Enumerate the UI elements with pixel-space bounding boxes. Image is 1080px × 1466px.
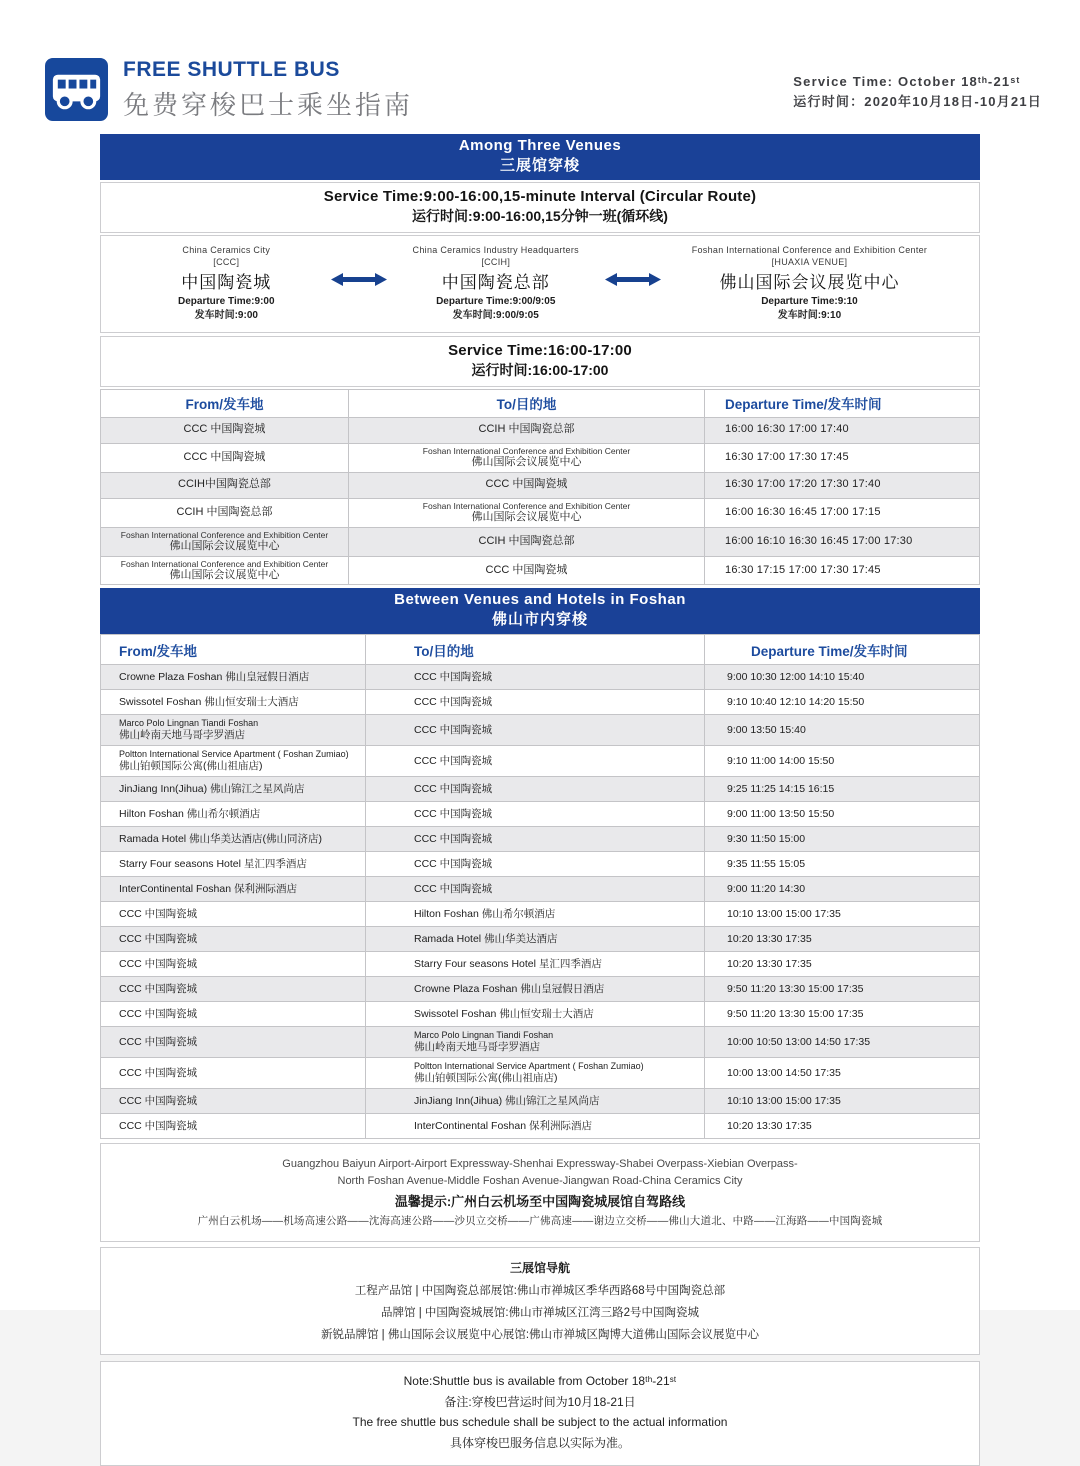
cell-text: 佛山铂顿国际公寓(佛山祖庙店) <box>414 1072 558 1084</box>
to-cell <box>365 852 704 876</box>
venue-departure-en: Departure Time:9:10 <box>761 295 858 307</box>
to-cell <box>365 952 704 976</box>
to-cell <box>348 473 704 498</box>
venue-departure-en: Departure Time:9:00/9:05 <box>436 295 556 307</box>
departure-times-cell <box>704 444 979 472</box>
service-time-late-zh: 运行时间:16:00-17:00 <box>471 361 609 378</box>
table-row <box>101 689 979 714</box>
column-header-from: From/发车地 <box>119 643 198 659</box>
from-cell <box>101 528 348 556</box>
venue-name-zh: 佛山国际会议展览中心 <box>719 272 900 292</box>
to-cell <box>365 746 704 776</box>
cell-text: Ramada Hotel 佛山华美达酒店 <box>414 932 558 945</box>
from-cell <box>101 1058 365 1088</box>
cell-text: 佛山国际会议展览中心 <box>471 510 582 523</box>
cell-text: Hilton Foshan 佛山希尔顿酒店 <box>414 907 556 920</box>
cell-text: Ramada Hotel 佛山华美达酒店(佛山同济店) <box>119 832 323 845</box>
service-time-circular-en: Service Time:9:00-16:00,15-minute Interval (Circular Route) <box>323 188 757 205</box>
departure-times-cell <box>704 1027 979 1057</box>
cell-text: CCC 中国陶瓷城 <box>119 1035 198 1048</box>
cell-text: Starry Four seasons Hotel 星汇四季酒店 <box>414 957 602 970</box>
departure-times-cell <box>704 927 979 951</box>
cell-text: 9:35 11:55 15:05 <box>727 857 806 870</box>
note-line: Note:Shuttle bus is available from October 18ᵗʰ-21ˢᵗ <box>403 1374 677 1389</box>
cell-text: CCC 中国陶瓷城 <box>183 423 266 436</box>
to-cell <box>348 528 704 556</box>
cell-text: CCC 中国陶瓷城 <box>485 563 568 576</box>
cell-text: 佛山国际会议展览中心 <box>471 455 582 468</box>
banner-title-zh: 佛山市内穿梭 <box>491 611 588 629</box>
departure-times-cell <box>704 852 979 876</box>
venue-name-zh: 中国陶瓷总部 <box>441 272 550 292</box>
to-cell <box>365 665 704 689</box>
from-cell <box>101 746 365 776</box>
cell-text: 10:00 10:50 13:00 14:50 17:35 <box>727 1035 871 1048</box>
from-cell <box>101 977 365 1001</box>
cell-text: 16:00 16:30 16:45 17:00 17:15 <box>725 505 881 518</box>
cell-text: 9:10 10:40 12:10 14:20 15:50 <box>727 695 865 708</box>
from-cell <box>101 1089 365 1113</box>
note-line: 备注:穿梭巴营运时间为10月18-21日 <box>444 1395 636 1410</box>
departure-times-cell <box>704 1002 979 1026</box>
venues-diagram <box>100 235 980 333</box>
cell-text: 9:30 11:50 15:00 <box>727 832 806 845</box>
hotel-shuttle-table <box>100 634 980 1139</box>
table-row <box>101 801 979 826</box>
departure-times-cell <box>704 1089 979 1113</box>
departure-times-cell <box>704 827 979 851</box>
venue-code: [CCIH] <box>481 256 511 267</box>
cell-text: 9:00 13:50 15:40 <box>727 723 806 736</box>
page-title-zh: 免费穿梭巴士乘坐指南 <box>123 90 414 120</box>
from-cell <box>101 715 365 745</box>
venue-name-en: Foshan International Conference and Exhibition Center <box>691 245 928 255</box>
cell-text: CCC 中国陶瓷城 <box>414 807 493 820</box>
route-zh: 广州白云机场——机场高速公路——沈海高速公路——沙贝立交桥——广佛高速——谢边立交桥——佛山大道北、中路——江海路——中国陶瓷城 <box>197 1215 883 1228</box>
route-en-line1: Guangzhou Baiyun Airport-Airport Expressway-Shenhai Expressway-Shabei Overpass-Xiebian Overpass- <box>282 1158 798 1171</box>
service-dates <box>793 58 1042 112</box>
cell-text: CCC 中国陶瓷城 <box>414 782 493 795</box>
table-row <box>101 826 979 851</box>
route-en-line2: North Foshan Avenue-Middle Foshan Avenue-Jiangwan Road-China Ceramics City <box>337 1175 743 1188</box>
venue-navigation-line: 品牌馆 | 中国陶瓷城展馆:佛山市禅城区江湾三路2号中国陶瓷城 <box>381 1307 699 1320</box>
venue-departure-en: Departure Time:9:00 <box>178 295 275 307</box>
table-row <box>101 556 979 585</box>
cell-text: 10:10 13:00 15:00 17:35 <box>727 1094 841 1107</box>
cell-text: JinJiang Inn(Jihua) 佛山锦江之星风尚店 <box>119 782 305 795</box>
cell-text: Swissotel Foshan 佛山恒安瑞士大酒店 <box>414 1007 594 1020</box>
departure-times-cell <box>704 690 979 714</box>
bottom-note <box>100 1361 980 1466</box>
from-cell <box>101 852 365 876</box>
table-row <box>101 472 979 498</box>
cell-text: 10:10 13:00 15:00 17:35 <box>727 907 841 920</box>
departure-times-cell <box>704 902 979 926</box>
service-time-circular <box>100 182 980 233</box>
cell-text: CCC 中国陶瓷城 <box>414 832 493 845</box>
cell-text: 佛山国际会议展览中心 <box>169 539 280 552</box>
cell-text: CCC 中国陶瓷城 <box>485 478 568 491</box>
departure-times-cell <box>704 977 979 1001</box>
departure-times-cell <box>704 1114 979 1138</box>
cell-text: CCC 中国陶瓷城 <box>414 695 493 708</box>
from-cell <box>101 1002 365 1026</box>
route-tip-zh: 温馨提示:广州白云机场至中国陶瓷城展馆自驾路线 <box>394 1194 686 1210</box>
cell-text: Crowne Plaza Foshan 佛山皇冠假日酒店 <box>414 982 605 995</box>
from-cell <box>101 418 348 443</box>
service-dates-en: Service Time: October 18ᵗʰ-21ˢᵗ <box>793 74 1021 89</box>
cell-text: 佛山铂顿国际公寓(佛山祖庙店) <box>119 760 263 773</box>
table-row <box>101 1088 979 1113</box>
venue-navigation-line: 工程产品馆 | 中国陶瓷总部展馆:佛山市禅城区季华西路68号中国陶瓷总部 <box>354 1285 726 1298</box>
cell-text: 16:30 17:00 17:30 17:45 <box>725 450 849 463</box>
cell-text: InterContinental Foshan 保利洲际酒店 <box>119 882 297 895</box>
double-arrow-icon <box>604 272 662 292</box>
cell-text: 佛山岭南天地马哥孛罗酒店 <box>119 729 245 742</box>
banner-among-three-venues <box>100 134 980 180</box>
table-row <box>101 776 979 801</box>
venue-departure-zh: 发车时间:9:00 <box>194 309 258 321</box>
venue-departure-zh: 发车时间:9:00/9:05 <box>452 309 539 321</box>
column-header-from: From/发车地 <box>185 397 264 413</box>
cell-text: Starry Four seasons Hotel 星汇四季酒店 <box>119 857 307 870</box>
table-row <box>101 1113 979 1138</box>
cell-text: CCC 中国陶瓷城 <box>119 907 198 920</box>
banner-title-en: Between Venues and Hotels in Foshan <box>394 591 686 609</box>
venue-code: [HUAXIA VENUE] <box>771 256 848 267</box>
banner-hotels <box>100 588 980 634</box>
table-row <box>101 926 979 951</box>
cell-text: 9:50 11:20 13:30 15:00 17:35 <box>727 1007 864 1020</box>
departure-times-cell <box>704 1058 979 1088</box>
table-row <box>101 714 979 745</box>
cell-text: 10:00 13:00 14:50 17:35 <box>727 1066 841 1079</box>
cell-text: CCC 中国陶瓷城 <box>414 882 493 895</box>
table-row <box>101 527 979 556</box>
to-cell <box>365 977 704 1001</box>
page-title-block <box>123 58 413 122</box>
to-cell <box>365 690 704 714</box>
table-row <box>101 901 979 926</box>
from-cell <box>101 827 365 851</box>
cell-text: Crowne Plaza Foshan 佛山皇冠假日酒店 <box>119 670 310 683</box>
cell-text: CCIH 中国陶瓷总部 <box>176 505 273 518</box>
departure-times-cell <box>704 665 979 689</box>
from-cell <box>101 802 365 826</box>
cell-text: 10:20 13:30 17:35 <box>727 957 812 970</box>
cell-text: Foshan International Conference and Exhibition Center <box>422 500 631 511</box>
double-arrow-icon <box>330 272 388 292</box>
cell-text: CCC 中国陶瓷城 <box>119 1094 198 1107</box>
departure-times-cell <box>704 528 979 556</box>
venue-name-en: China Ceramics Industry Headquarters <box>412 245 579 255</box>
to-cell <box>348 557 704 585</box>
to-cell <box>365 802 704 826</box>
to-cell <box>365 1114 704 1138</box>
cell-text: 佛山国际会议展览中心 <box>169 568 280 581</box>
cell-text: CCC 中国陶瓷城 <box>414 670 493 683</box>
table-row <box>101 443 979 472</box>
to-cell <box>365 927 704 951</box>
cell-text: CCC 中国陶瓷城 <box>414 754 493 767</box>
cell-text: CCC 中国陶瓷城 <box>119 982 198 995</box>
table-row <box>101 876 979 901</box>
cell-text: 9:00 11:00 13:50 15:50 <box>727 807 835 820</box>
cell-text: Poltton International Service Apartment ( Foshan Zumiao) <box>119 749 349 760</box>
cell-text: 9:10 11:00 14:00 15:50 <box>727 754 835 767</box>
cell-text: Poltton International Service Apartment ( Foshan Zumiao) <box>414 1061 644 1072</box>
table-row <box>101 1057 979 1088</box>
departure-times-cell <box>704 952 979 976</box>
cell-text: 10:20 13:30 17:35 <box>727 932 812 945</box>
banner-title-en: Among Three Venues <box>458 137 622 154</box>
from-cell <box>101 1027 365 1057</box>
cell-text: Foshan International Conference and Exhibition Center <box>422 445 631 456</box>
cell-text: 16:00 16:30 17:00 17:40 <box>725 423 849 436</box>
cell-text: 9:50 11:20 13:30 15:00 17:35 <box>727 982 864 995</box>
table-header-row <box>101 634 979 664</box>
table-header-row <box>101 389 979 417</box>
table-row <box>101 664 979 689</box>
venue-navigation-title: 三展馆导航 <box>509 1261 570 1276</box>
cell-text: 16:30 17:15 17:00 17:30 17:45 <box>725 563 881 576</box>
note-line: The free shuttle bus schedule shall be subject to the actual information <box>352 1415 728 1430</box>
column-header-time: Departure Time/发车时间 <box>704 390 979 417</box>
cell-text: CCC 中国陶瓷城 <box>183 450 266 463</box>
driving-route-note <box>100 1143 980 1242</box>
cell-text: CCC 中国陶瓷城 <box>119 1007 198 1020</box>
to-cell <box>365 715 704 745</box>
cell-text: 16:00 16:10 16:30 16:45 17:00 17:30 <box>725 534 913 547</box>
from-cell <box>101 902 365 926</box>
cell-text: CCC 中国陶瓷城 <box>414 857 493 870</box>
column-header-to: To/目的地 <box>365 635 704 664</box>
from-cell <box>101 557 348 585</box>
service-time-late-en: Service Time:16:00-17:00 <box>448 341 632 359</box>
table-row <box>101 976 979 1001</box>
column-header-time: Departure Time/发车时间 <box>704 635 979 664</box>
cell-text: Foshan International Conference and Exhibition Center <box>120 558 329 569</box>
cell-text: CCC 中国陶瓷城 <box>119 1066 198 1079</box>
cell-text: 9:00 10:30 12:00 14:10 15:40 <box>727 670 865 683</box>
service-dates-zh: 运行时间：2020年10月18日-10月21日 <box>793 94 1042 110</box>
cell-text: Hilton Foshan 佛山希尔顿酒店 <box>119 807 261 820</box>
cell-text: 16:30 17:00 17:20 17:30 17:40 <box>725 478 881 491</box>
from-cell <box>101 690 365 714</box>
venue-navigation <box>100 1247 980 1355</box>
cell-text: CCC 中国陶瓷城 <box>119 957 198 970</box>
table-row <box>101 1026 979 1057</box>
venue-departure-zh: 发车时间:9:10 <box>777 309 842 321</box>
cell-text: Marco Polo Lingnan Tiandi Foshan <box>119 718 259 729</box>
cell-text: 佛山岭南天地马哥孛罗酒店 <box>414 1041 540 1054</box>
venue-shuttle-table <box>100 389 980 586</box>
venue-navigation-line: 新锐品牌馆 | 佛山国际会议展览中心展馆:佛山市禅城区陶博大道佛山国际会议展览中心 <box>320 1329 760 1342</box>
to-cell <box>365 827 704 851</box>
from-cell <box>101 473 348 498</box>
to-cell <box>348 418 704 443</box>
table-row <box>101 951 979 976</box>
from-cell <box>101 1114 365 1138</box>
from-cell <box>101 499 348 527</box>
table-row <box>101 745 979 776</box>
from-cell <box>101 444 348 472</box>
venue-huaxia <box>662 245 957 323</box>
table-row <box>101 1001 979 1026</box>
cell-text: InterContinental Foshan 保利洲际酒店 <box>414 1119 592 1132</box>
cell-text: CCIH 中国陶瓷总部 <box>478 534 575 547</box>
venue-name-en: China Ceramics City <box>182 245 271 255</box>
departure-times-cell <box>704 418 979 443</box>
to-cell <box>365 1089 704 1113</box>
departure-times-cell <box>704 777 979 801</box>
departure-times-cell <box>704 746 979 776</box>
venue-ccc <box>123 245 330 323</box>
from-cell <box>101 665 365 689</box>
cell-text: CCIH中国陶瓷总部 <box>178 478 271 491</box>
cell-text: CCC 中国陶瓷城 <box>119 932 198 945</box>
cell-text: Marco Polo Lingnan Tiandi Foshan <box>414 1030 554 1041</box>
cell-text: CCC 中国陶瓷城 <box>119 1119 198 1132</box>
from-cell <box>101 952 365 976</box>
departure-times-cell <box>704 877 979 901</box>
table-row <box>101 851 979 876</box>
bus-icon <box>45 58 108 121</box>
from-cell <box>101 777 365 801</box>
to-cell <box>365 1002 704 1026</box>
table-row <box>101 417 979 443</box>
departure-times-cell <box>704 499 979 527</box>
venue-name-zh: 中国陶瓷城 <box>181 272 272 292</box>
service-time-circular-zh: 运行时间:9:00-16:00,15分钟一班(循环线) <box>412 208 668 224</box>
venue-code: [CCC] <box>213 256 240 267</box>
note-line: 具体穿梭巴服务信息以实际为准。 <box>449 1436 630 1451</box>
cell-text: 10:20 13:30 17:35 <box>727 1119 812 1132</box>
to-cell <box>365 902 704 926</box>
cell-text: 9:25 11:25 14:15 16:15 <box>727 782 835 795</box>
content-column <box>100 134 980 1466</box>
from-cell <box>101 927 365 951</box>
cell-text: CCIH 中国陶瓷总部 <box>478 423 575 436</box>
to-cell <box>365 1027 704 1057</box>
cell-text: CCC 中国陶瓷城 <box>414 723 493 736</box>
to-cell <box>365 777 704 801</box>
to-cell <box>348 499 704 527</box>
banner-title-zh: 三展馆穿梭 <box>499 157 580 174</box>
cell-text: JinJiang Inn(Jihua) 佛山锦江之星风尚店 <box>414 1094 600 1107</box>
service-time-late <box>100 336 980 387</box>
to-cell <box>365 877 704 901</box>
cell-text: 9:00 11:20 14:30 <box>727 882 806 895</box>
to-cell <box>365 1058 704 1088</box>
from-cell <box>101 877 365 901</box>
table-row <box>101 498 979 527</box>
to-cell <box>348 444 704 472</box>
departure-times-cell <box>704 557 979 585</box>
venue-ccih <box>388 245 604 323</box>
cell-text: Swissotel Foshan 佛山恒安瑞士大酒店 <box>119 695 299 708</box>
cell-text: Foshan International Conference and Exhibition Center <box>120 529 329 540</box>
page-title-en: FREE SHUTTLE BUS <box>123 58 340 81</box>
departure-times-cell <box>704 473 979 498</box>
page-header <box>0 0 1080 134</box>
column-header-to: To/目的地 <box>348 390 704 417</box>
departure-times-cell <box>704 802 979 826</box>
departure-times-cell <box>704 715 979 745</box>
